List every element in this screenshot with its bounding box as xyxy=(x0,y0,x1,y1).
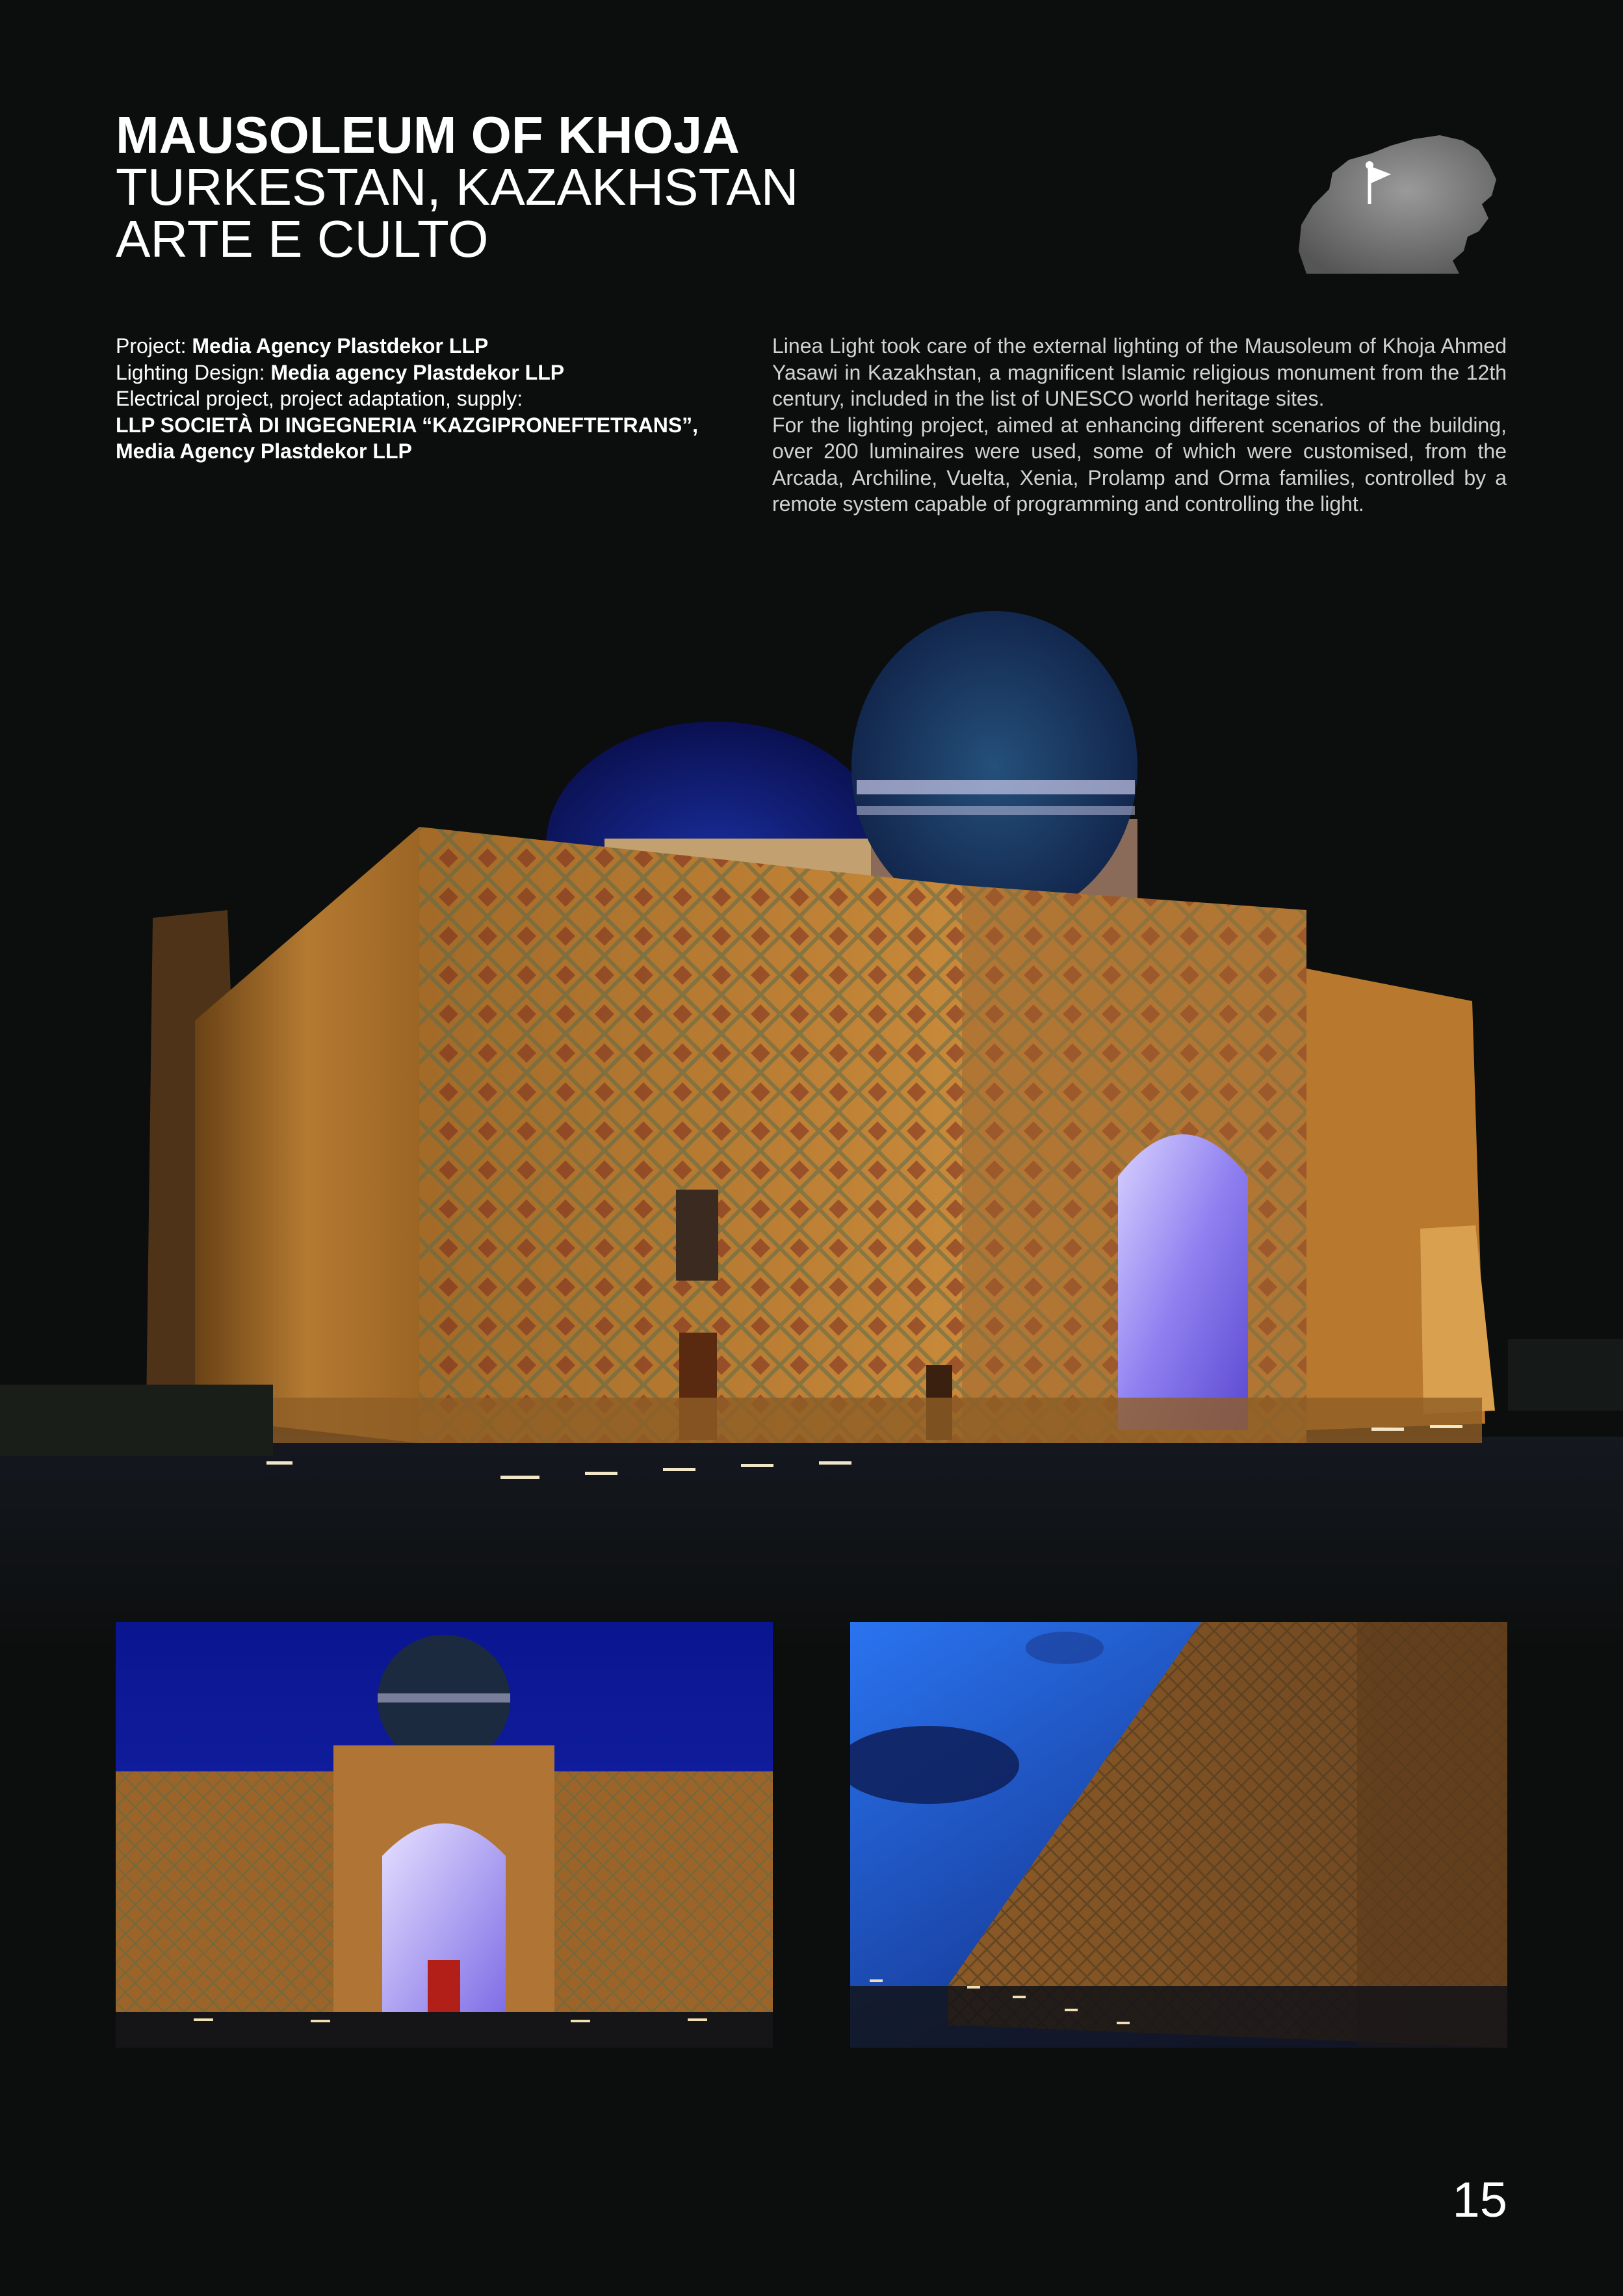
credit-electrical-label: Electrical project, project adaptation, supply: xyxy=(116,387,523,410)
title-line-2: TURKESTAN, KAZAKHSTAN xyxy=(116,158,799,216)
description-paragraph-2: For the lighting project, aimed at enhancing different scenarios of the building, over 200 luminaires were used, some of which were customised, from the Arcada, Archiline, Vuelta, Xenia, Prolamp and Orma families, controlled by a remote system capable of programming and controlling the light. xyxy=(772,413,1507,515)
title-line-1: MAUSOLEUM OF KHOJA xyxy=(116,106,740,164)
credit-lighting: Lighting Design: Media agency Plastdekor LLP xyxy=(116,360,565,384)
photo-side-wall xyxy=(850,1622,1507,2048)
page-title xyxy=(116,106,799,268)
project-description xyxy=(772,333,1507,517)
hero-photo-mausoleum xyxy=(0,605,1623,1658)
photo-front-portal xyxy=(116,1622,773,2048)
credit-electrical-value1: LLP SOCIETÀ DI INGEGNERIA “KAZGIPRONEFTETRANS”, xyxy=(116,413,699,437)
title-line-3: ARTE E CULTO xyxy=(116,210,489,268)
asia-map-with-flag-icon xyxy=(1293,127,1498,274)
page-number: 15 xyxy=(1452,2172,1507,2228)
project-credits xyxy=(116,333,714,465)
description-paragraph-1: Linea Light took care of the external lighting of the Mausoleum of Khoja Ahmed Yasawi in Kazakhstan, a magnificent Islamic religious monument from the 12th century, included in the list of UNESCO world heritage sites. xyxy=(772,334,1507,410)
credit-electrical-value2: Media Agency Plastdekor LLP xyxy=(116,439,412,463)
credit-project: Project: Media Agency Plastdekor LLP xyxy=(116,334,489,358)
